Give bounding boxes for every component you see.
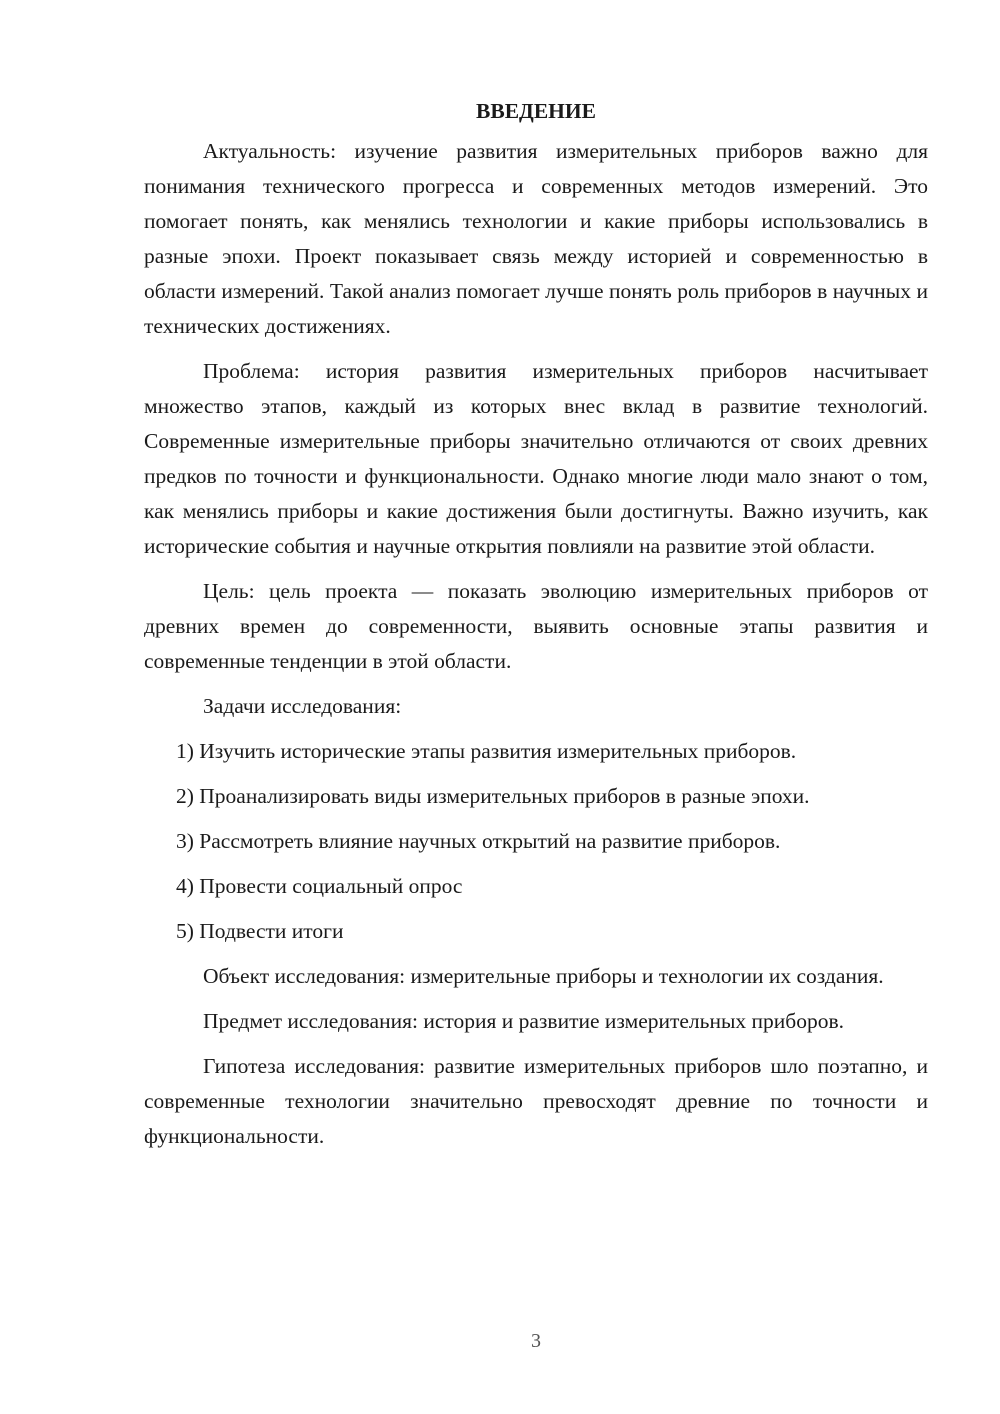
paragraph-problem: Проблема: история развития измерительных приборов насчитывает множество этапов, каждый из которых внес вклад в развитие технологий. Современные измерительные приборы значительно отличаются от своих древних предков по точности и функциональности. Однако многие люди мало знают о том, как менялись приборы и какие достижения были достигнуты. Важно изучить, как исторические события и научные открытия повлияли на развитие этой области. bbox=[144, 359, 928, 558]
paragraph-object: Объект исследования: измерительные приборы и технологии их создания. bbox=[203, 964, 884, 988]
paragraph-subject: Предмет исследования: история и развитие измерительных приборов. bbox=[203, 1009, 845, 1033]
tasks-list bbox=[144, 734, 928, 949]
task-item: 5) Подвести итоги bbox=[176, 919, 344, 943]
paragraph-goal: Цель: цель проекта — показать эволюцию измерительных приборов от древних времен до современности, выявить основные этапы развития и современные тенденции в этой области. bbox=[144, 579, 928, 673]
section-title: ВВЕДЕНИЕ bbox=[476, 99, 596, 123]
task-item: 1) Изучить исторические этапы развития измерительных приборов. bbox=[176, 739, 797, 763]
tasks-heading: Задачи исследования: bbox=[203, 694, 402, 718]
task-item: 3) Рассмотреть влияние научных открытий на развитие приборов. bbox=[176, 829, 781, 853]
paragraph-relevance: Актуальность: изучение развития измерительных приборов важно для понимания технического прогресса и современных методов измерений. Это помогает понять, как менялись технологии и какие приборы использовались в разные эпохи. Проект показывает связь между историей и современностью в области измерений. Такой анализ помогает лучше понять роль приборов в научных и технических достижениях. bbox=[144, 139, 928, 338]
task-item: 4) Провести социальный опрос bbox=[176, 874, 463, 898]
task-item: 2) Проанализировать виды измерительных приборов в разные эпохи. bbox=[176, 784, 810, 808]
document-page bbox=[144, 96, 928, 1164]
paragraph-hypothesis: Гипотеза исследования: развитие измерительных приборов шло поэтапно, и современные технологии значительно превосходят древние по точности и функциональности. bbox=[144, 1054, 928, 1148]
page-number: 3 bbox=[531, 1330, 541, 1352]
